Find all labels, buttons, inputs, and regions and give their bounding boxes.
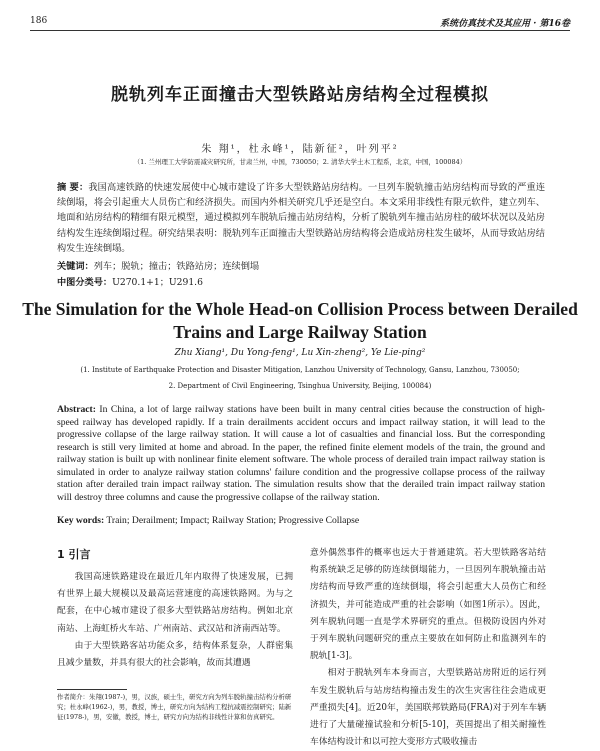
paragraph: 由于大型铁路客站功能众多，结构体系复杂，人群密集且减少量数，并具有很大的社会影响，故而其遭遇 — [57, 640, 293, 669]
body-column-left — [57, 545, 293, 672]
paragraph: 意外偶然事件的概率也远大于普通建筑。若大型铁路客站结构系统缺乏足够的防连续倒塌能力，一旦因列车脱轨撞击站房结构而导致严重的连续倒塌，将会引起重大人员伤亡和经济损失，并可能造成严重的社会影响（如图1所示）。因此，列车脱轨问题一直是学术界研究的重点。但极防设因内外对于列车脱轨问题研究的重点主要放在如何防止和监测列车的脱轨[1-3]。 — [310, 548, 546, 662]
affiliation-english-1: (1. Institute of Earthquake Protection and Disaster Mitigation, Lanzhou University of Technology, Gansu, Lanzhou, 730050; — [80, 366, 520, 374]
title-chinese: 脱轨列车正面撞击大型铁路站房结构全过程模拟 — [111, 85, 489, 105]
classification-number — [57, 274, 545, 288]
keywords-english-text: Train; Derailment; Impact; Railway Station; Progressive Collapse — [106, 515, 360, 526]
paragraph: 我国高速铁路建设在最近几年内取得了快速发展，已拥有世界上最大规模以及最高运营速度的高速铁路网。为与之配套，在中心城市建设了很多大型铁路站房结构。例如北京南站、上海虹桥火车站、广州南站、武汉站和济南西站等。 — [57, 572, 293, 634]
title-english: The Simulation for the Whole Head-on Collision Process between Derailed Trains and Large Railway Station — [22, 299, 578, 342]
affiliation-english-2: 2. Department of Civil Engineering, Tsinghua University, Beijing, 100084) — [168, 382, 432, 390]
abstract-english-text: In China, a lot of large railway stations have been built in many central cities because the construction of high-speed railway has developed rapidly. If a train derailments accident occurs and impact railway station, it will lead to the progressive collapse of the large railway station. It will cause a lot of casualties and financial loss. But the corresponding research is still very limited at home and abroad. In the paper, the refined finite element models of the train, the ground and railway station is built up with nonlinear finite element software. The whole process of derailed train impact railway station is simulated in order to analyze railway station columns' failure condition and the progressive collapse process of the railway station after derailed train impact railway station. The simulation results show that the derailed train impact railway station will destroy three columns and cause the progressive collapse of the railway station. — [57, 404, 545, 503]
keywords-chinese — [57, 258, 545, 272]
body-column-right — [310, 545, 546, 751]
abstract-chinese — [57, 180, 545, 256]
author-footnote: 作者简介：朱翔(1987-)，男，汉族，硕士生，研究方向为列车脱轨撞击结构分析研究；杜永峰(1962-)，男，教授，博士，研究方向为结构工程抗减震控制研究；陆新征(1978-)，男，安徽，教授，博士，研究方向为结构非线性计算和仿真研究。 — [57, 693, 292, 721]
authors-english: Zhu Xiang¹, Du Yong-feng¹, Lu Xin-zheng², Ye Lie-ping² — [174, 348, 426, 358]
abstract-english-label: Abstract: — [57, 404, 96, 415]
footnote-divider — [57, 689, 127, 690]
abstract-chinese-label: 摘 要： — [57, 182, 89, 193]
page-number: 186 — [30, 16, 48, 26]
classification-text: U270.1+1；U291.6 — [112, 277, 203, 288]
keywords-chinese-text: 列车；脱轨；撞击；铁路站房；连续倒塌 — [93, 261, 260, 272]
keywords-english — [57, 515, 545, 526]
running-header — [30, 14, 570, 31]
classification-label: 中图分类号： — [57, 277, 113, 288]
keywords-chinese-label: 关键词： — [57, 261, 94, 272]
abstract-chinese-text: 我国高速铁路的快速发展使中心城市建设了许多大型铁路站房结构。一旦列车脱轨撞击站房结构而导致的严重连续倒塌，将会引起重大人员伤亡和经济损失。而国内外相关研究几乎还是空白。本文采用非线性有限元软件，建立列车、地面和站房结构的精细有限元模型，通过模拟列车脱轨后撞击站房结构，分析了脱轨列车撞击站房柱的破坏状况以及站房结构发生连续倒塌过程。研究结果表明：脱轨列车正面撞击大型铁路站房结构将会造成站房柱发生破坏，从而导致站房结构发生连续倒塌。 — [57, 182, 546, 254]
section-heading-introduction: 1 引言 — [57, 548, 91, 561]
journal-name: 系统仿真技术及其应用 · 第16卷 — [440, 19, 570, 29]
authors-chinese: 朱 翔¹，杜永峰¹，陆新征²，叶列平² — [201, 144, 399, 155]
affiliation-chinese: （1. 兰州理工大学防震减灾研究所，甘肃兰州，中国，730050；2. 清华大学土木工程系，北京，中国，100084） — [133, 158, 467, 166]
abstract-english — [57, 404, 545, 504]
paragraph: 相对于脱轨列车本身而言，大型铁路站房附近的运行列车发生脱轨后与站房结构撞击发生的次生灾害往往会造成更严重损失[4]。近20年，美国联邦铁路局(FRA)对于列车车辆进行了大量碰撞试验和分析[5-10]，英国提出了相关耐撞性车体结构设计和以可控大变形方式吸收撞击 — [310, 668, 546, 748]
keywords-english-label: Key words: — [57, 515, 105, 526]
